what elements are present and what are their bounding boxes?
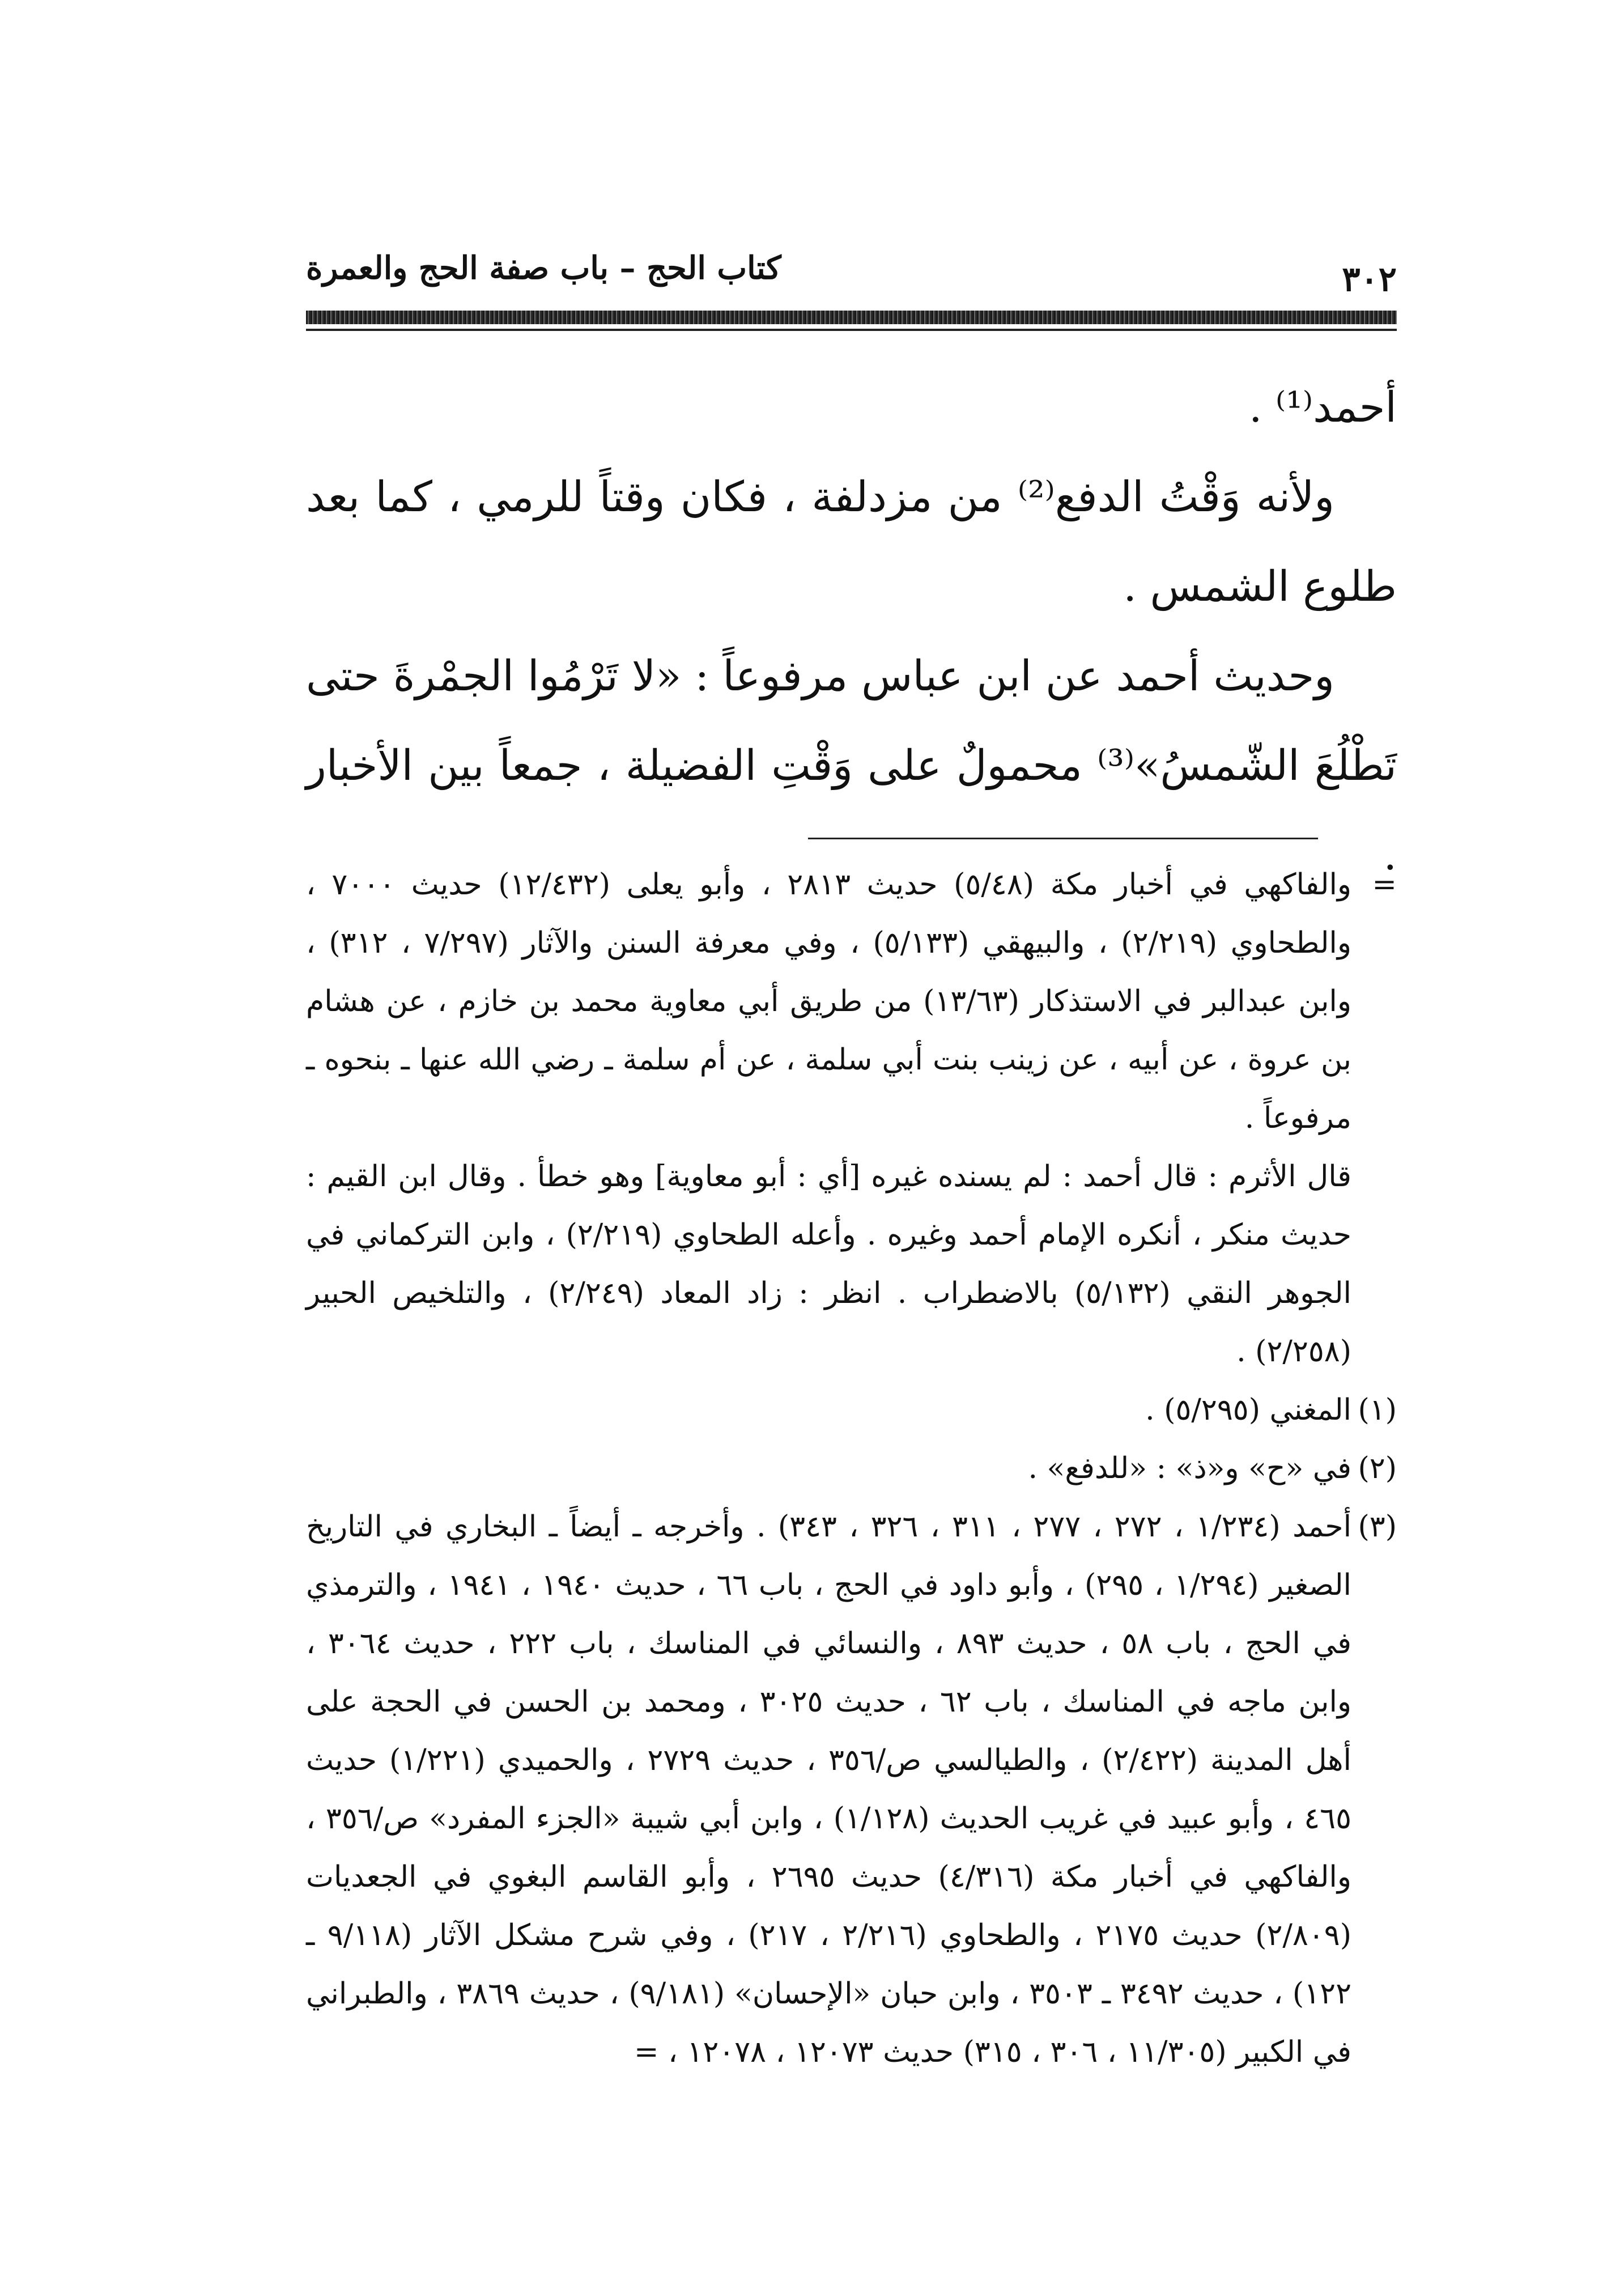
footnote-item <box>306 1381 1397 1440</box>
footnote-text: في «ح» و«ذ» : «للدفع» . <box>1028 1451 1351 1485</box>
running-header <box>306 249 1397 334</box>
footnote-item <box>306 1498 1397 2082</box>
footnote-text: أحمد (١/٢٣٤ ، ٢٧٢ ، ٢٧٧ ، ٣١١ ، ٣٢٦ ، ٣٤٣) . وأخرجه ـ أيضاً ـ البخاري في التاريخ الصغير (١/٢٩٤ ، ٢٩٥) ، وأبو داود في الحج ، باب ٦٦ ، حديث ١٩٤٠ ، ١٩٤١ ، والترمذي في الحج ، باب ٥٨ ، حديث ٨٩٣ ، والنسائي في المناسك ، باب ٢٢٢ ، حديث ٣٠٦٤ ، وابن ماجه في المناسك ، باب ٦٢ ، حديث ٣٠٢٥ ، ومحمد بن الحسن في الحجة على أهل المدينة (٢/٤٢٢) ، والطيالسي ص/٣٥٦ ، حديث ٢٧٢٩ ، والحميدي (١/٢٢١) حديث ٤٦٥ ، وأبو عبيد في غريب الحديث (١/١٢٨) ، وابن أبي شيبة «الجزء المفرد» ص/٣٥٦ ، والفاكهي في أخبار مكة (٤/٣١٦) حديث ٢٦٩٥ ، وأبو القاسم البغوي في الجعديات (٢/٨٠٩) حديث ٢١٧٥ ، والطحاوي (٢/٢١٦ ، ٢١٧) ، وفي شرح مشكل الآثار (٩/١١٨ ـ ١٢٢) ، حديث ٣٤٩٢ ـ ٣٥٠٣ ، وابن حبان «الإحسان» (٩/١٨١) ، حديث ٣٨٦٩ ، والطبراني في الكبير (١١/٣٠٥ ، ٣٠٦ ، ٣١٥) حديث ١٢٠٧٣ ، ١٢٠٧٨ ، <box>306 1510 1352 2069</box>
continuation-marker: = <box>1372 868 1397 902</box>
footnote-text: قال الأثرم : قال أحمد : لم يسنده غيره [أي : أبو معاوية] وهو خطأ . وقال ابن القيم : حديث منكر ، أنكره الإمام أحمد وغيره . وأعله الطحاوي (٢/٢١٩) ، وابن التركماني في الجوهر النقي (٥/١٣٢) بالاضطراب . انظر : زاد المعاد (٢/٢٤٩) ، والتلخيص الحبير (٢/٢٥٨) . <box>306 1160 1352 1369</box>
footnote-text: والفاكهي في أخبار مكة (٥/٤٨) حديث ٢٨١٣ ، وأبو يعلى (١٢/٤٣٢) حديث ٧٠٠٠ ، والطحاوي (٢/٢١٩) ، والبيهقي (٥/١٣٣) ، وفي معرفة السنن والآثار (٧/٢٩٧ ، ٣١٢) ، وابن عبدالبر في الاستذكار (١٣/٦٣) من طريق أبي معاوية محمد بن خازم ، عن هشام بن عروة ، عن أبيه ، عن زينب بنت أبي سلمة ، عن أم سلمة ـ رضي الله عنها ـ بنحوه ـ مرفوعاً . <box>306 868 1352 1135</box>
chapter-title: كتاب الحج – باب صفة الحج والعمرة <box>306 249 781 287</box>
footnote-separator <box>808 838 1318 839</box>
footnote-continuation <box>306 856 1397 1148</box>
footnote-number: (٢) <box>1358 1451 1397 1485</box>
footnote-continuation <box>306 1148 1397 1381</box>
footnote-text: المغني (٥/٢٩٥) . <box>1145 1393 1351 1427</box>
footnote-number: (٣) <box>1358 1510 1397 1544</box>
main-text <box>306 363 1397 900</box>
footnote-number: (١) <box>1358 1393 1397 1427</box>
trailing-continuation-marker: = <box>634 2035 659 2069</box>
main-paragraph: ولأنه وَقْتُ الدفع⁽²⁾ من مزدلفة ، فكان وقتاً للرمي ، كما بعد طلوع الشمس . <box>306 473 1397 611</box>
footnotes <box>306 856 1397 2082</box>
main-paragraph: وحديث أحمد عن ابن عباس مرفوعاً : «لا تَرْمُوا الجمْرةَ حتى تَطْلُعَ الشّمسُ»⁽³⁾ محمولٌ على وَقْتِ الفضيلة ، جمعاً بين الأخبار . <box>306 652 1397 880</box>
header-rule-line <box>306 329 1397 331</box>
page-number: ٣٠٢ <box>1342 260 1397 299</box>
main-paragraph: أحمد⁽¹⁾ . <box>1248 383 1397 432</box>
header-ornamental-rule <box>306 311 1397 324</box>
footnote-item <box>306 1440 1397 1498</box>
